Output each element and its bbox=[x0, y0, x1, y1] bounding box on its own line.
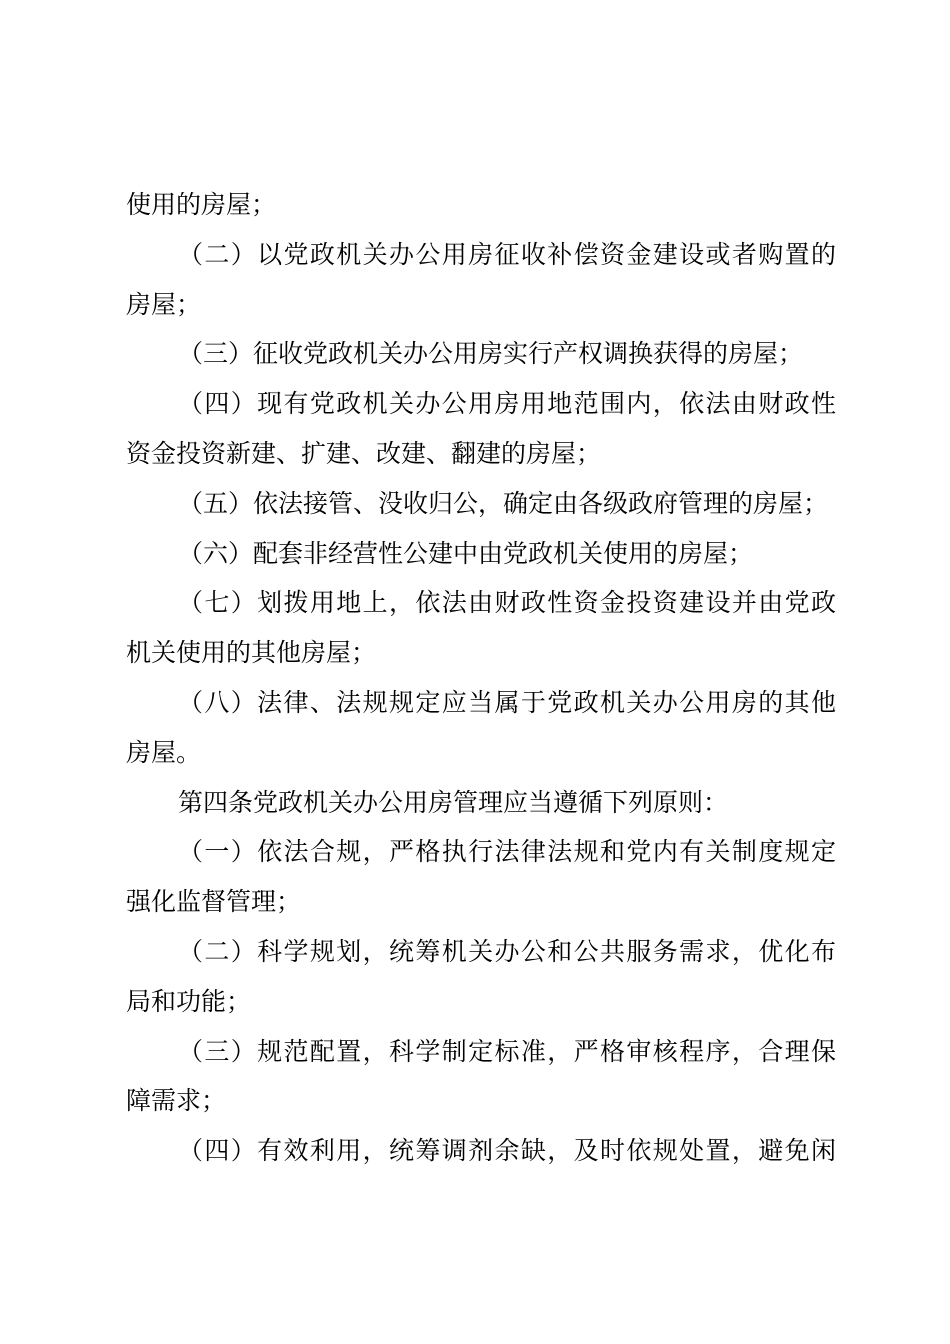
text-line: （三）规范配置，科学制定标准，严格审核程序，合理保 bbox=[178, 1036, 836, 1066]
text-line: （一）依法合规，严格执行法律法规和党内有关制度规定 bbox=[178, 837, 836, 867]
text-line: （五）依法接管、没收归公，确定由各级政府管理的房屋； bbox=[178, 488, 829, 518]
text-line: （三）征收党政机关办公用房实行产权调换获得的房屋； bbox=[178, 339, 804, 369]
text-line: （二）科学规划，统筹机关办公和公共服务需求，优化布 bbox=[178, 936, 836, 966]
text-line: 使用的房屋； bbox=[126, 190, 277, 219]
text-line: 第四条党政机关办公用房管理应当遵循下列原则： bbox=[178, 787, 729, 817]
text-line: （二）以党政机关办公用房征收补偿资金建设或者购置的 bbox=[178, 239, 836, 269]
text-line: （六）配套非经营性公建中由党政机关使用的房屋； bbox=[178, 538, 754, 568]
text-line: 房屋； bbox=[126, 289, 202, 319]
body-text bbox=[126, 180, 836, 1176]
text-line: 机关使用的其他房屋； bbox=[126, 638, 377, 668]
text-line: 资金投资新建、扩建、改建、翻建的房屋； bbox=[126, 438, 602, 468]
text-line: 障需求； bbox=[126, 1086, 227, 1116]
text-line: 局和功能； bbox=[126, 986, 252, 1016]
text-line: （七）划拨用地上，依法由财政性资金投资建设并由党政 bbox=[178, 588, 836, 618]
text-line: 强化监督管理； bbox=[126, 887, 302, 917]
text-line: （四）现有党政机关办公用房用地范围内，依法由财政性 bbox=[178, 389, 836, 419]
text-line: （四）有效利用，统筹调剂余缺，及时依规处置，避免闲 bbox=[178, 1136, 836, 1166]
text-line: （八）法律、法规规定应当属于党政机关办公用房的其他 bbox=[178, 687, 836, 717]
text-line: 房屋。 bbox=[126, 737, 202, 767]
